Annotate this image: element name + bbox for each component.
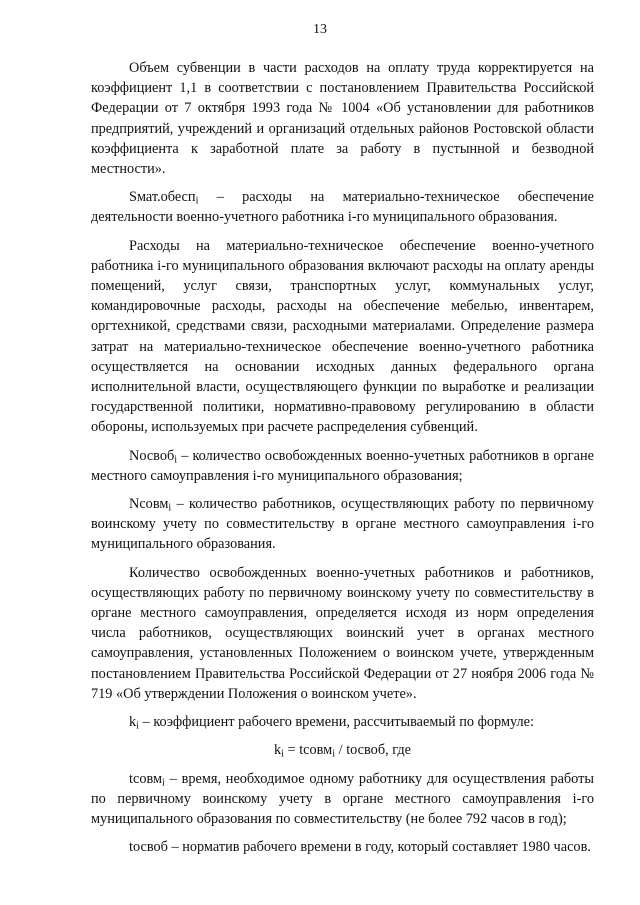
paragraph-text: – расходы на материально-техническое обеспечение деятельности военно-учетного работника i-го муниципального образования. bbox=[91, 189, 594, 226]
paragraph-text: tосвоб – норматив рабочего времени в году, который составляет 1980 часов. bbox=[129, 839, 591, 856]
paragraph-smat-definition bbox=[91, 187, 594, 227]
formula-lhs-subscript: i bbox=[281, 748, 284, 760]
paragraph-tsovm-definition bbox=[91, 769, 594, 830]
paragraph-text: – количество освобожденных военно-учетных работников в органе местного самоуправления i-го муниципального образования; bbox=[91, 447, 594, 484]
formula-numerator-subscript: i bbox=[332, 748, 336, 760]
paragraph-text: Расходы на материально-техническое обеспечение военно-учетного работника i-го муниципального образования включают расходы на оплату аренды помещений, услуг связи, транспортных услуг, коммунальных услуг, командировочные расходы, расходы на обеспечение мебелью, инвентарем, оргтехникой, средствами связи, расходными материалами. Определение размера затрат на материально-техническое обеспечение военно-учетного работника осуществляется на основании исходных данных федерального органа исполнительной власти, осуществляющего функции по выработке и реализации государственной политики, нормативно-правовому регулированию в области обороны, используемых при расчете распределения субвенций. bbox=[91, 237, 594, 436]
variable-symbol: Nсовм bbox=[129, 496, 169, 513]
formula-denominator: / tосвоб, где bbox=[335, 742, 412, 759]
paragraph-nsovm-definition bbox=[91, 494, 594, 555]
variable-subscript: i bbox=[174, 454, 178, 466]
paragraph-wage-coefficient bbox=[91, 58, 594, 179]
paragraph-staff-count-rules bbox=[91, 563, 594, 704]
paragraph-tosvob-definition bbox=[91, 837, 594, 857]
variable-subscript: i bbox=[162, 777, 165, 789]
variable-symbol: tсовм bbox=[129, 770, 163, 787]
paragraph-text: – количество работников, осуществляющих работу по первичному воинскому учету по совместительству в органе местного самоуправления i-го муниципального образования. bbox=[91, 496, 594, 553]
formula-numerator: = tсовм bbox=[283, 742, 333, 759]
paragraph-text: Объем субвенции в части расходов на оплату труда корректируется на коэффициент 1,1 в соответствии с постановлением Правительства Российской Федерации от 7 октября 1993 года № 1004 «Об установлении для работников предприятий, учреждений и организаций отдельных районов Ростовской области коэффициента к заработной плате за работу в пустынной и безводной местности». bbox=[91, 60, 594, 178]
variable-subscript: i bbox=[195, 195, 199, 207]
paragraph-k-definition bbox=[91, 712, 594, 732]
variable-subscript: i bbox=[136, 720, 140, 732]
paragraph-text: – время, необходимое одному работнику для осуществления работы по первичному воинскому учету в органе местного самоуправления i-го муниципального образования по совместительству (не более 792 часов в год); bbox=[91, 770, 594, 827]
page-number: 13 bbox=[313, 22, 327, 37]
formula-lhs: k bbox=[273, 742, 282, 759]
paragraph-text: Количество освобожденных военно-учетных работников и работников, осуществляющих работу по первичному воинскому учету по совместительству в органе местного самоуправления, определяется исходя из норм определения числа работников, осуществляющих воинский учет в органах местного самоуправления, установленных Положением о воинском учете, утвержденным постановлением Правительства Российской Федерации от 27 ноября 2006 года № 719 «Об утверждении Положения о воинском учете». bbox=[91, 564, 594, 702]
document-body bbox=[91, 58, 594, 865]
variable-symbol: Nосвоб bbox=[129, 447, 175, 464]
paragraph-material-expenses bbox=[91, 236, 594, 438]
variable-symbol: Sмат.обесп bbox=[129, 189, 196, 206]
variable-subscript: i bbox=[168, 502, 172, 514]
formula-k bbox=[91, 740, 594, 760]
variable-symbol: k bbox=[129, 714, 137, 731]
paragraph-text: – коэффициент рабочего времени, рассчитываемый по формуле: bbox=[139, 714, 534, 731]
paragraph-nosvob-definition bbox=[91, 446, 594, 486]
